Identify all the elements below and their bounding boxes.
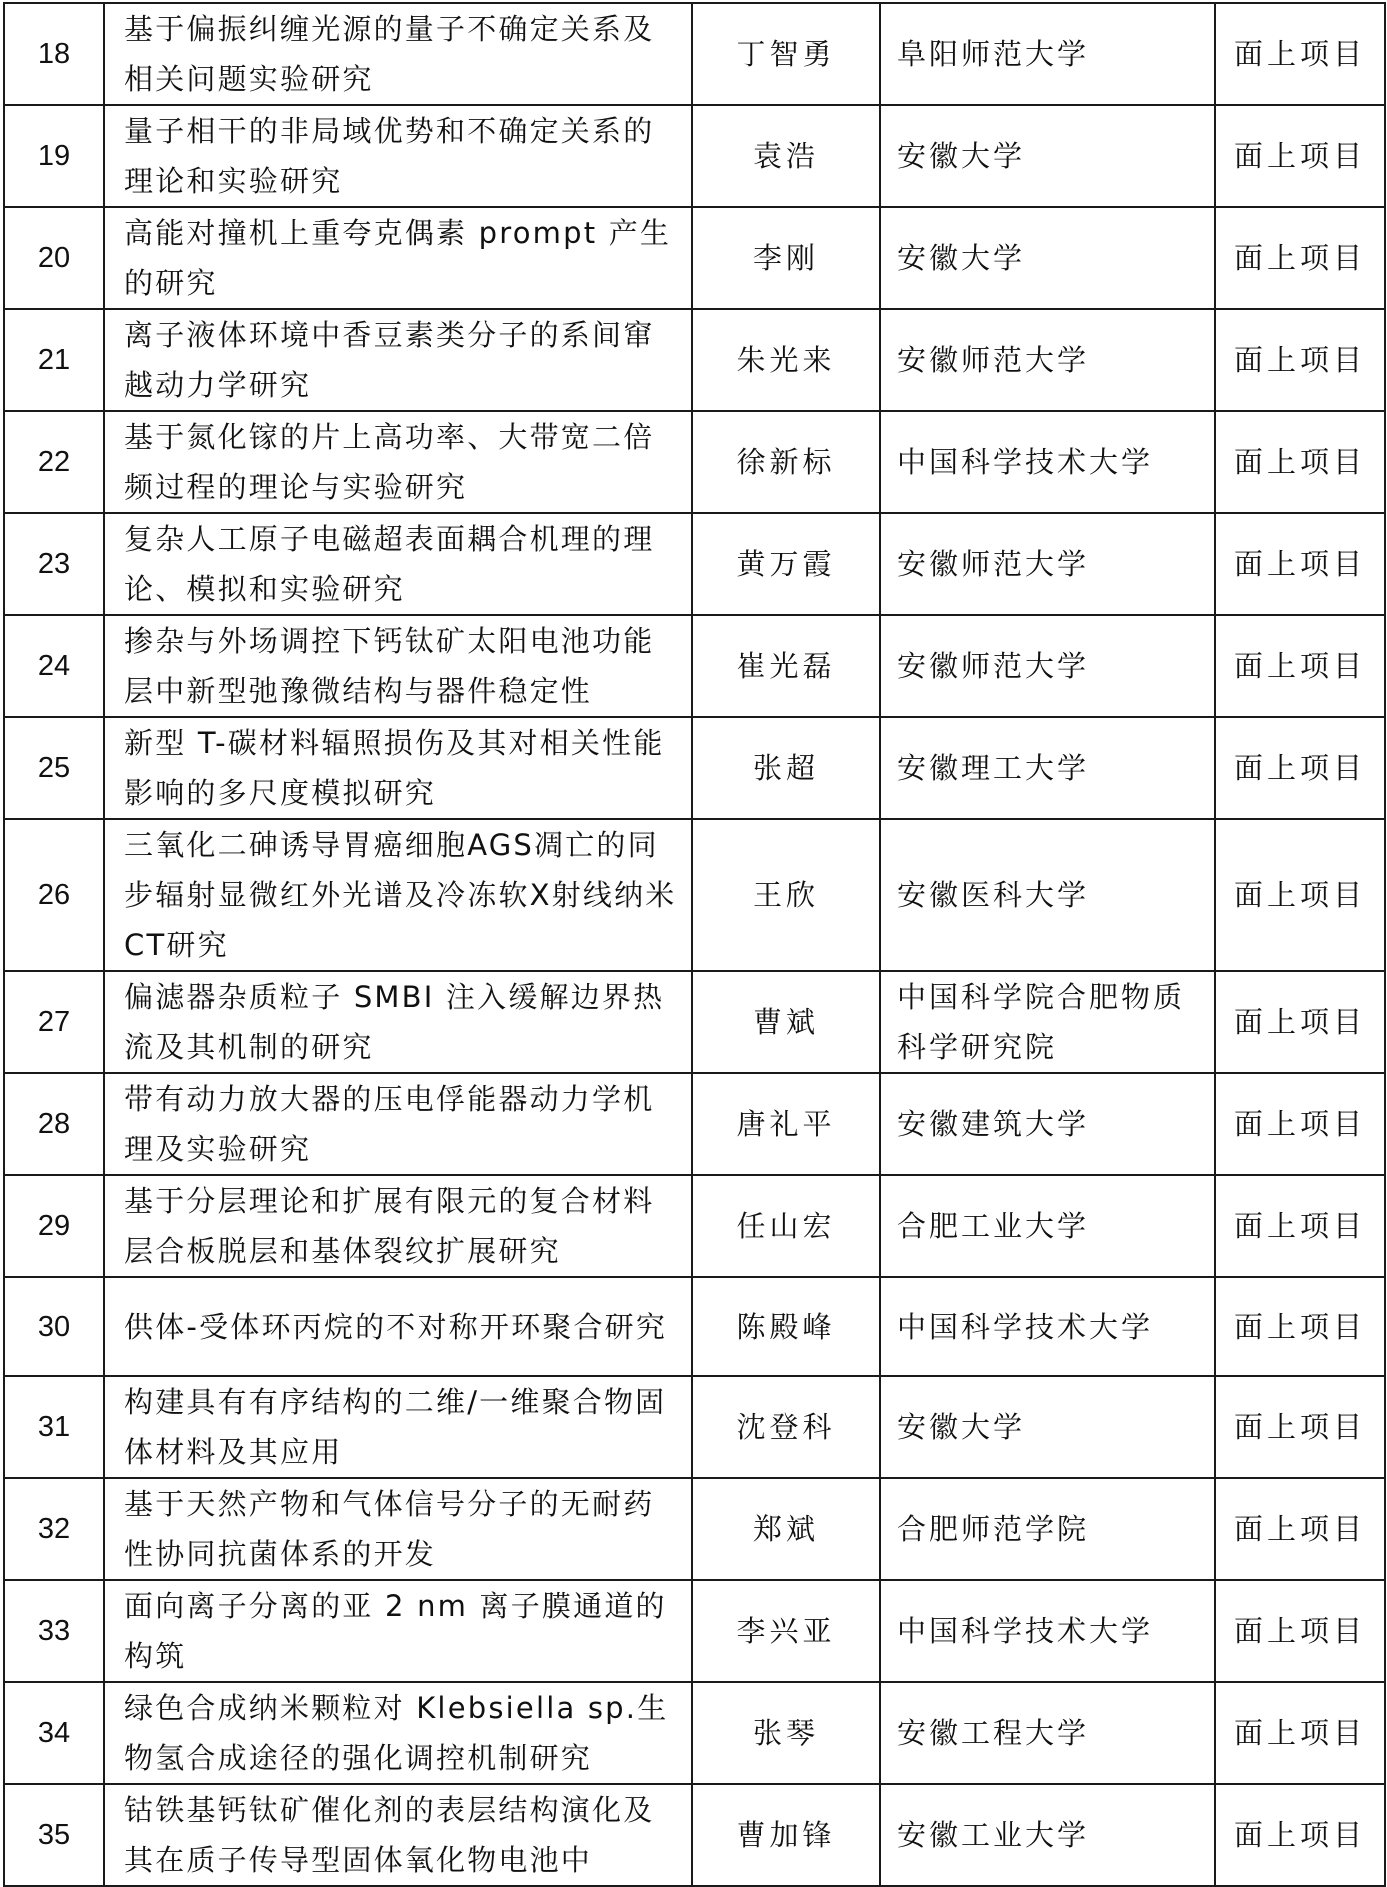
project-type: 面上项目 [1215, 207, 1385, 309]
project-title: 高能对撞机上重夸克偶素 prompt 产生的研究 [104, 207, 692, 309]
project-title: 供体-受体环丙烷的不对称开环聚合研究 [104, 1277, 692, 1376]
row-number: 30 [4, 1277, 104, 1376]
row-number: 22 [4, 411, 104, 513]
row-number: 19 [4, 105, 104, 207]
project-type: 面上项目 [1215, 1580, 1385, 1682]
institution: 合肥师范学院 [880, 1478, 1215, 1580]
row-number: 28 [4, 1073, 104, 1175]
institution: 安徽工程大学 [880, 1682, 1215, 1784]
project-title: 基于氮化镓的片上高功率、大带宽二倍频过程的理论与实验研究 [104, 411, 692, 513]
institution: 安徽建筑大学 [880, 1073, 1215, 1175]
row-number: 18 [4, 3, 104, 105]
principal-investigator: 张超 [692, 717, 880, 819]
principal-investigator: 曹斌 [692, 971, 880, 1073]
project-title: 面向离子分离的亚 2 nm 离子膜通道的构筑 [104, 1580, 692, 1682]
institution: 中国科学技术大学 [880, 411, 1215, 513]
principal-investigator: 崔光磊 [692, 615, 880, 717]
institution: 中国科学技术大学 [880, 1277, 1215, 1376]
institution: 安徽师范大学 [880, 309, 1215, 411]
project-type: 面上项目 [1215, 105, 1385, 207]
project-title: 掺杂与外场调控下钙钛矿太阳电池功能层中新型弛豫微结构与器件稳定性 [104, 615, 692, 717]
row-number: 20 [4, 207, 104, 309]
institution: 中国科学技术大学 [880, 1580, 1215, 1682]
principal-investigator: 唐礼平 [692, 1073, 880, 1175]
row-number: 32 [4, 1478, 104, 1580]
project-title: 绿色合成纳米颗粒对 Klebsiella sp.生物氢合成途径的强化调控机制研究 [104, 1682, 692, 1784]
project-type: 面上项目 [1215, 513, 1385, 615]
project-type: 面上项目 [1215, 309, 1385, 411]
row-number: 34 [4, 1682, 104, 1784]
row-number: 29 [4, 1175, 104, 1277]
principal-investigator: 朱光来 [692, 309, 880, 411]
project-type: 面上项目 [1215, 971, 1385, 1073]
project-title: 构建具有有序结构的二维/一维聚合物固体材料及其应用 [104, 1376, 692, 1478]
institution: 合肥工业大学 [880, 1175, 1215, 1277]
institution: 安徽大学 [880, 105, 1215, 207]
institution: 安徽大学 [880, 1376, 1215, 1478]
institution: 安徽师范大学 [880, 615, 1215, 717]
table-row [4, 207, 1385, 309]
table-row [4, 513, 1385, 615]
institution: 安徽理工大学 [880, 717, 1215, 819]
project-type: 面上项目 [1215, 1682, 1385, 1784]
project-title: 带有动力放大器的压电俘能器动力学机理及实验研究 [104, 1073, 692, 1175]
institution: 安徽工业大学 [880, 1784, 1215, 1886]
row-number: 21 [4, 309, 104, 411]
table-row [4, 615, 1385, 717]
table-row [4, 1175, 1385, 1277]
principal-investigator: 丁智勇 [692, 3, 880, 105]
table-row [4, 717, 1385, 819]
table-row [4, 3, 1385, 105]
principal-investigator: 张琴 [692, 1682, 880, 1784]
principal-investigator: 郑斌 [692, 1478, 880, 1580]
table-row [4, 309, 1385, 411]
project-type: 面上项目 [1215, 411, 1385, 513]
principal-investigator: 曹加锋 [692, 1784, 880, 1886]
table-row [4, 819, 1385, 971]
project-type: 面上项目 [1215, 1175, 1385, 1277]
project-title: 基于偏振纠缠光源的量子不确定关系及相关问题实验研究 [104, 3, 692, 105]
project-title: 离子液体环境中香豆素类分子的系间窜越动力学研究 [104, 309, 692, 411]
row-number: 33 [4, 1580, 104, 1682]
project-type: 面上项目 [1215, 1478, 1385, 1580]
row-number: 25 [4, 717, 104, 819]
principal-investigator: 任山宏 [692, 1175, 880, 1277]
principal-investigator: 沈登科 [692, 1376, 880, 1478]
institution: 中国科学院合肥物质科学研究院 [880, 971, 1215, 1073]
row-number: 31 [4, 1376, 104, 1478]
project-title: 新型 T-碳材料辐照损伤及其对相关性能影响的多尺度模拟研究 [104, 717, 692, 819]
row-number: 35 [4, 1784, 104, 1886]
project-title: 三氧化二砷诱导胃癌细胞AGS凋亡的同步辐射显微红外光谱及冷冻软X射线纳米CT研究 [104, 819, 692, 971]
project-type: 面上项目 [1215, 819, 1385, 971]
project-type: 面上项目 [1215, 1376, 1385, 1478]
table-row [4, 971, 1385, 1073]
project-title: 偏滤器杂质粒子 SMBI 注入缓解边界热流及其机制的研究 [104, 971, 692, 1073]
project-title: 复杂人工原子电磁超表面耦合机理的理论、模拟和实验研究 [104, 513, 692, 615]
principal-investigator: 黄万霞 [692, 513, 880, 615]
project-type: 面上项目 [1215, 1277, 1385, 1376]
principal-investigator: 袁浩 [692, 105, 880, 207]
table-row [4, 1478, 1385, 1580]
principal-investigator: 徐新标 [692, 411, 880, 513]
project-type: 面上项目 [1215, 717, 1385, 819]
principal-investigator: 王欣 [692, 819, 880, 971]
table-row [4, 1784, 1385, 1886]
institution: 阜阳师范大学 [880, 3, 1215, 105]
principal-investigator: 陈殿峰 [692, 1277, 880, 1376]
row-number: 23 [4, 513, 104, 615]
project-title: 基于分层理论和扩展有限元的复合材料层合板脱层和基体裂纹扩展研究 [104, 1175, 692, 1277]
table-row [4, 1073, 1385, 1175]
table-row [4, 1580, 1385, 1682]
table-row [4, 1277, 1385, 1376]
project-type: 面上项目 [1215, 3, 1385, 105]
table-row [4, 411, 1385, 513]
institution: 安徽师范大学 [880, 513, 1215, 615]
institution: 安徽医科大学 [880, 819, 1215, 971]
project-type: 面上项目 [1215, 615, 1385, 717]
principal-investigator: 李兴亚 [692, 1580, 880, 1682]
project-title: 量子相干的非局域优势和不确定关系的理论和实验研究 [104, 105, 692, 207]
row-number: 26 [4, 819, 104, 971]
row-number: 27 [4, 971, 104, 1073]
project-table [3, 2, 1386, 1887]
institution: 安徽大学 [880, 207, 1215, 309]
row-number: 24 [4, 615, 104, 717]
project-title: 钴铁基钙钛矿催化剂的表层结构演化及其在质子传导型固体氧化物电池中 [104, 1784, 692, 1886]
project-type: 面上项目 [1215, 1073, 1385, 1175]
project-title: 基于天然产物和气体信号分子的无耐药性协同抗菌体系的开发 [104, 1478, 692, 1580]
principal-investigator: 李刚 [692, 207, 880, 309]
table-row [4, 1682, 1385, 1784]
table-row [4, 1376, 1385, 1478]
project-type: 面上项目 [1215, 1784, 1385, 1886]
table-row [4, 105, 1385, 207]
